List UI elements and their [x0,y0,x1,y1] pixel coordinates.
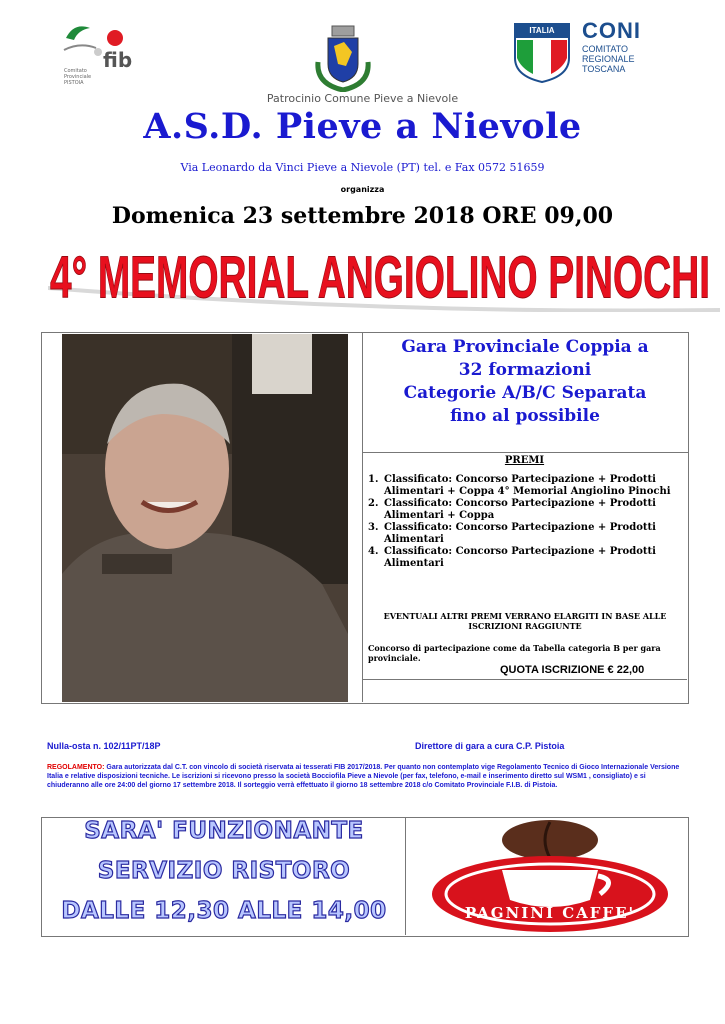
organizza-label: organizza [340,185,385,194]
coffee-bean-icon [502,820,598,860]
gara-line-2: 32 formazioni [458,360,592,380]
premi-item-number: 4. [368,546,379,557]
quota-iscrizione: QUOTA ISCRIZIONE € 22,00 [500,664,645,676]
coni-flag-text: ITALIA [529,26,555,35]
ristoro-line-2: SERVIZIO RISTORO [97,858,351,884]
nulla-osta: Nulla-osta n. 102/11PT/18P [47,741,161,751]
premi-item [368,522,678,546]
concorso-note: Concorso di partecipazione come da Tabella categoria B per gara provinciale. [368,643,661,663]
ristoro-line-1: SARA' FUNZIONANTE [84,818,364,844]
premi-item-text: Classificato: Concorso Partecipazione + Prodotti Alimentari [384,546,656,569]
premi-item-number: 2. [368,498,379,509]
memorial-title: 4° MEMORIAL ANGIOLINO PINOCHI [49,242,710,311]
regolamento [47,763,687,790]
premi-item [368,498,678,522]
coffee-cup-icon [502,870,598,907]
ristoro-line-3: DALLE 12,30 ALLE 14,00 [61,898,387,924]
memorial-banner [40,226,725,312]
premi-item-text: Classificato: Concorso Partecipazione + Prodotti Alimentari + Coppa 4° Memorial Angiolino Pinochi [384,474,671,497]
event-date: Domenica 23 settembre 2018 ORE 09,00 [111,203,614,229]
premi-item [368,474,678,498]
premi-item-number: 1. [368,474,379,485]
premi-list [368,474,678,570]
premi-item-text: Classificato: Concorso Partecipazione + Prodotti Alimentari + Coppa [384,498,656,521]
premi-divider [362,679,687,680]
pagnini-caffe-logo [420,818,680,934]
direttore-di-gara: Direttore di gara a cura C.P. Pistoia [415,741,565,751]
coni-subtitle: COMITATO REGIONALE TOSCANA [582,44,635,74]
fib-logo-text: fib [103,48,133,72]
patrocinio-text: Patrocinio Comune Pieve a Nievole [266,92,459,105]
premi-item-number: 3. [368,522,379,533]
premi-title: PREMI [504,455,545,466]
gara-line-3: Categorie A/B/C Separata [403,383,647,403]
gara-line-1: Gara Provinciale Coppia a [401,337,649,357]
ristoro-divider [405,817,406,935]
address-line: Via Leonardo da Vinci Pieve a Nievole (PT) tel. e Fax 0572 51659 [180,161,545,174]
gara-line-4: fino al possibile [450,406,600,426]
coni-name: CONI [582,18,641,43]
eventuali-note: EVENTUALI ALTRI PREMI VERRANO ELARGITI IN BASE ALLE ISCRIZIONI RAGGIUNTE [383,611,667,631]
fib-logo-subtitle: Comitato Provinciale PISTOIA [64,68,92,86]
portrait-photo [62,334,348,702]
fib-logo-red-ball [107,30,123,46]
regolamento-text: Gara autorizzata dal C.T. con vincolo di società riservata ai tesserati FIB 2017/2018. Per quanto non contemplato vige Regolamento Tecnico di Gioco Internazionale Versione Italia e relative disposizioni tecniche. Le iscrizioni si ricevono presso la società Bocciofila Pieve a Nievole (per fax, telefono, e-mail e inserimento diretto sul WSM1 , consigliato) e si chiuderanno alle ore 24:00 del giorno 17 settembre 2018. Il sorteggio verrà effettuato il giorno 18 settembre 2018 c/o Comitato Provinciale F.I.B. di Pistoia. [47,764,680,789]
page-title: A.S.D. Pieve a Nievole [143,106,582,147]
fib-logo-green-leaf [66,26,90,40]
gara-description [366,336,684,428]
premi-item [368,546,678,570]
municipal-crest [312,22,374,92]
regolamento-label: REGOLAMENTO: [47,764,105,771]
sponsor-name: PAGNINI CAFFE' [464,904,636,922]
premi-item-text: Classificato: Concorso Partecipazione + Prodotti Alimentari [384,522,656,545]
